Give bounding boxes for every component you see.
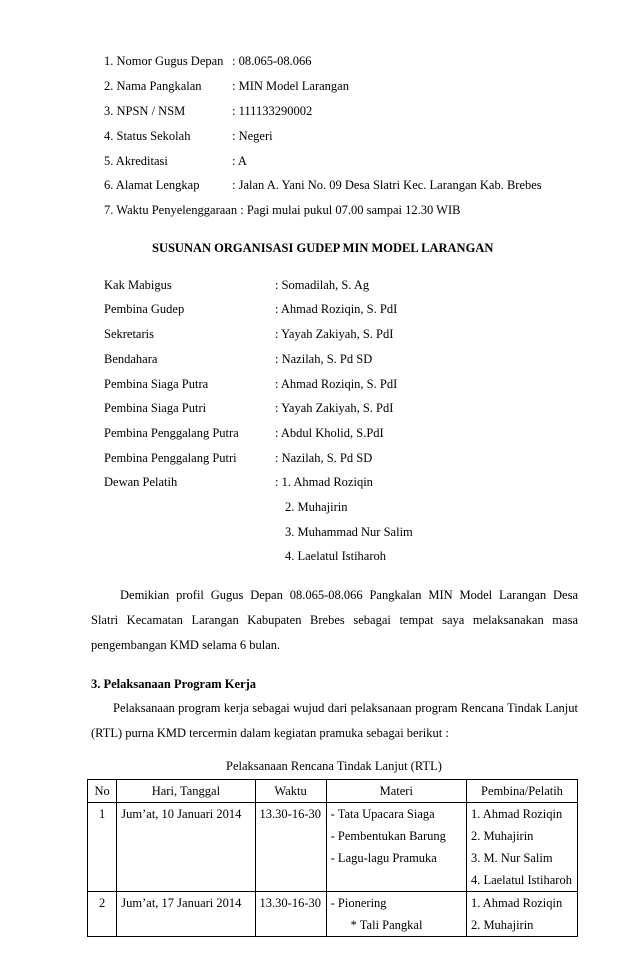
- pembina-item: 3. M. Nur Salim: [470, 851, 553, 865]
- pelatih-item: 3. Muhammad Nur Salim: [285, 525, 413, 539]
- org-role: Pembina Gudep: [104, 302, 185, 316]
- pembina-item: 1. Ahmad Roziqin: [470, 896, 563, 910]
- org-role: Sekretaris: [104, 327, 154, 341]
- pembina-item: 4. Laelatul Istiharoh: [470, 873, 572, 887]
- org-name: : Ahmad Roziqin, S. PdI: [275, 302, 398, 316]
- info-value: : MIN Model Larangan: [232, 79, 349, 93]
- col-header-no: No: [88, 780, 117, 803]
- cell-pembina: [466, 892, 577, 937]
- org-name: : Yayah Zakiyah, S. PdI: [275, 327, 394, 341]
- cell-materi: [326, 803, 466, 892]
- materi-item: - Tata Upacara Siaga: [330, 807, 435, 821]
- org-role: Pembina Penggalang Putra: [104, 426, 239, 440]
- org-name: : Nazilah, S. Pd SD: [275, 451, 373, 465]
- info-value: : Jalan A. Yani No. 09 Desa Slatri Kec. Larangan Kab. Brebes: [232, 178, 542, 192]
- closing-line: Demikian profil Gugus Depan 08.065-08.066 Pangkalan MIN Model Larangan Desa: [120, 588, 578, 602]
- section-paragraph-line: Pelaksanaan program kerja sebagai wujud dari pelaksanaan program Rencana Tindak Lanjut: [113, 701, 578, 715]
- section-heading: 3. Pelaksanaan Program Kerja: [91, 677, 257, 691]
- pelatih-item: 4. Laelatul Istiharoh: [285, 549, 387, 563]
- closing-line: Slatri Kecamatan Larangan Kabupaten Brebes sebagai tempat saya melaksanakan masa: [91, 613, 578, 627]
- table-row: [88, 803, 578, 892]
- cell-date: [117, 892, 255, 937]
- table-header-row: [88, 780, 578, 803]
- pelatih-item: 2. Muhajirin: [285, 500, 348, 514]
- materi-item: - Pembentukan Barung: [330, 829, 446, 843]
- org-role: Pembina Siaga Putra: [104, 377, 209, 391]
- org-name: : Abdul Kholid, S.PdI: [275, 426, 384, 440]
- org-name: : Yayah Zakiyah, S. PdI: [275, 401, 394, 415]
- rtl-table: [87, 779, 578, 937]
- materi-subitem: * Tali Pangkal: [350, 918, 423, 932]
- info-value: : 111133290002: [232, 104, 313, 118]
- col-header-date: Hari, Tanggal: [117, 780, 255, 803]
- cell-no: [88, 803, 117, 892]
- org-name: : Nazilah, S. Pd SD: [275, 352, 373, 366]
- cell-text: 13.30-16-30: [259, 807, 321, 821]
- info-label: 5. Akreditasi: [104, 154, 168, 168]
- cell-text: 2: [99, 896, 106, 910]
- info-time: 7. Waktu Penyelenggaraan : Pagi mulai pukul 07.00 sampai 12.30 WIB: [104, 203, 461, 217]
- info-label: 6. Alamat Lengkap: [104, 178, 200, 192]
- org-role: Bendahara: [104, 352, 158, 366]
- info-label: 4. Status Sekolah: [104, 129, 191, 143]
- info-label: 3. NPSN / NSM: [104, 104, 186, 118]
- table-caption: Pelaksanaan Rencana Tindak Lanjut (RTL): [226, 759, 442, 773]
- cell-materi: [326, 892, 466, 937]
- cell-pembina: [466, 803, 577, 892]
- org-role: Pembina Penggalang Putri: [104, 451, 237, 465]
- cell-text: Jum’at, 10 Januari 2014: [121, 807, 242, 821]
- materi-item: - Pionering: [330, 896, 387, 910]
- info-label: 1. Nomor Gugus Depan: [104, 54, 224, 68]
- cell-text: 1: [99, 807, 106, 821]
- org-title: SUSUNAN ORGANISASI GUDEP MIN MODEL LARANGAN: [152, 241, 494, 255]
- info-value: : Negeri: [232, 129, 273, 143]
- pembina-item: 1. Ahmad Roziqin: [470, 807, 563, 821]
- org-name: : Ahmad Roziqin, S. PdI: [275, 377, 398, 391]
- org-role: Kak Mabigus: [104, 278, 172, 292]
- cell-no: [88, 892, 117, 937]
- cell-time: [255, 892, 326, 937]
- info-value: : 08.065-08.066: [232, 54, 312, 68]
- materi-item: - Lagu-lagu Pramuka: [330, 851, 437, 865]
- org-role: Dewan Pelatih: [104, 475, 178, 489]
- section-paragraph-line: (RTL) purna KMD tercermin dalam kegiatan pramuka sebagai berikut :: [91, 726, 449, 740]
- cell-date: [117, 803, 255, 892]
- col-header-materi: Materi: [326, 780, 466, 803]
- col-header-time: Waktu: [255, 780, 326, 803]
- pembina-item: 2. Muhajirin: [470, 918, 534, 932]
- info-label: 2. Nama Pangkalan: [104, 79, 202, 93]
- info-value: : A: [232, 154, 247, 168]
- table-row: [88, 892, 578, 937]
- cell-text: Jum’at, 17 Januari 2014: [121, 896, 242, 910]
- closing-line: pengembangan KMD selama 6 bulan.: [91, 638, 281, 652]
- col-header-pembina: Pembina/Pelatih: [466, 780, 577, 803]
- org-name: : Somadilah, S. Ag: [275, 278, 370, 292]
- pembina-item: 2. Muhajirin: [470, 829, 534, 843]
- org-role: Pembina Siaga Putri: [104, 401, 207, 415]
- cell-time: [255, 803, 326, 892]
- org-name: : 1. Ahmad Roziqin: [275, 475, 373, 489]
- cell-text: 13.30-16-30: [259, 896, 321, 910]
